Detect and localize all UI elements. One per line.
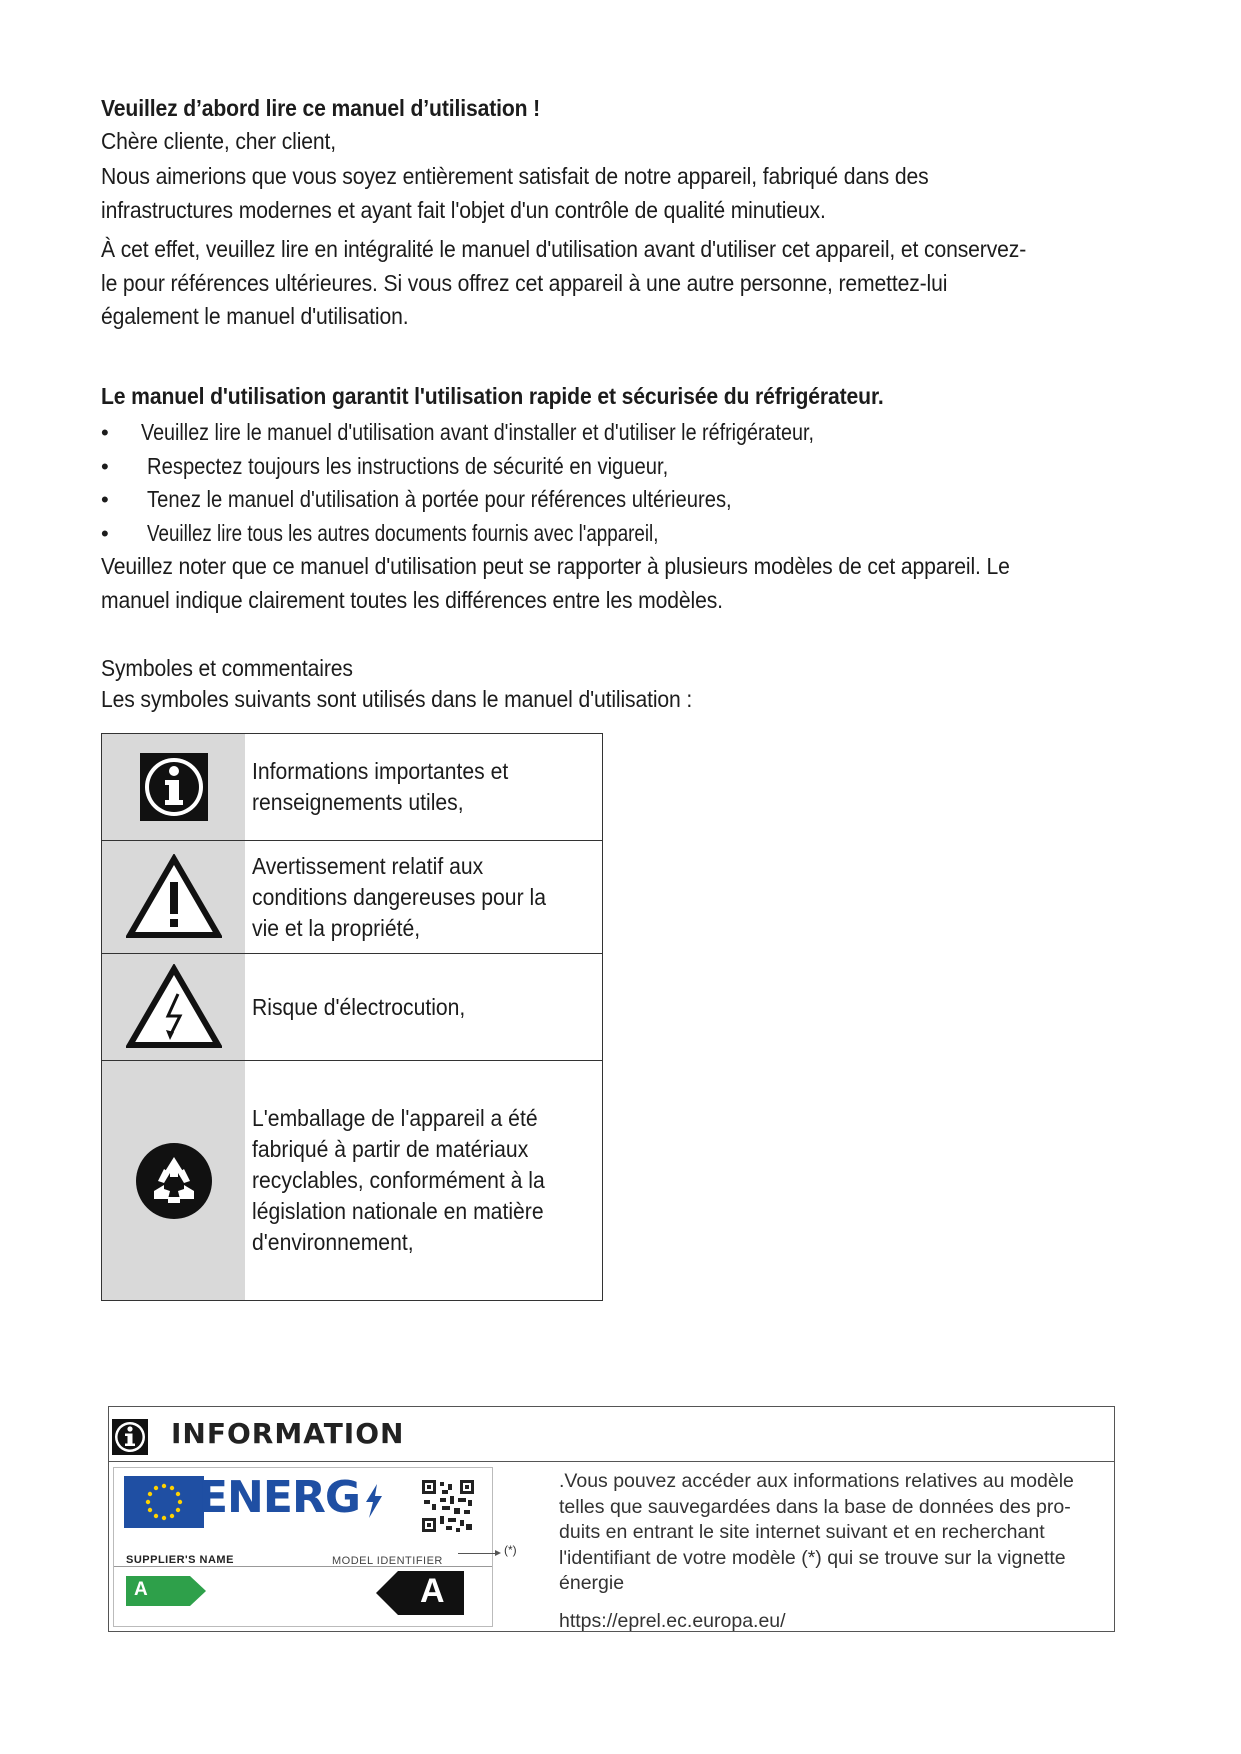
symbols-table [101, 733, 603, 1301]
lightning-icon [364, 1484, 384, 1518]
energy-class-right: A [420, 1572, 445, 1610]
supplier-name: SUPPLIER'S NAME [126, 1554, 234, 1566]
table-row [102, 734, 602, 840]
info-icon [102, 734, 245, 840]
intro-heading: Veuillez d’abord lire ce manuel d’utilisation ! [101, 95, 541, 121]
eprel-description: .Vous pouvez accéder aux informations relatives au modèle telles que sauvegardées dans la base de données des pro-duits en entrant le site internet suivant et en recherchant l'identifiant de votre modèle (*) qui se trouve sur la vignette énergie [559, 1470, 1074, 1594]
list-item: • Veuillez lire tous les autres documents fournis avec l'appareil, [101, 519, 659, 546]
energy-class-left: A [134, 1579, 148, 1600]
greeting: Chère cliente, cher client, [101, 128, 336, 154]
recycle-icon [102, 1061, 245, 1300]
symbol-description: Informations importantes et renseignements utiles, [252, 758, 509, 815]
safety-heading: Le manuel d'utilisation garantit l'utilisation rapide et sécurisée du réfrigérateur. [101, 383, 884, 409]
table-row [102, 953, 602, 1060]
energy-brand: ENERG [198, 1472, 360, 1523]
list-item: • Tenez le manuel d'utilisation à portée pour références ultérieures, [101, 486, 732, 512]
information-header [109, 1407, 1114, 1462]
intro-paragraph-2: À cet effet, veuillez lire en intégralité le manuel d'utilisation avant d'utiliser cet appareil, et conservez-le pour références ultérieures. Si vous offrez cet appareil à une autre personne, remettez-lui également le manuel d'utilisation. [101, 236, 1027, 329]
symbols-title: Symboles et commentaires [101, 655, 353, 681]
table-row [102, 840, 602, 953]
qr-code-icon [422, 1480, 474, 1532]
list-item: • Respectez toujours les instructions de sécurité en vigueur, [101, 452, 669, 479]
symbol-description: Avertissement relatif aux conditions dangereuses pour la vie et la propriété, [252, 852, 546, 941]
info-icon [112, 1419, 148, 1455]
eu-flag-icon [124, 1476, 204, 1528]
model-marker: (*) [504, 1543, 517, 1557]
table-row [102, 1060, 602, 1300]
symbol-description: L'emballage de l'appareil a été fabriqué à partir de matériaux recyclables, conformément à la législation nationale en matière d'environnement, [252, 1105, 545, 1255]
symbol-description: Risque d'électrocution, [252, 993, 466, 1020]
model-identifier: MODEL IDENTIFIER [332, 1555, 443, 1567]
warning-icon [102, 841, 245, 953]
energy-label [113, 1467, 493, 1627]
models-note: Veuillez noter que ce manuel d'utilisation peut se rapporter à plusieurs modèles de cet appareil. Le manuel indique clairement toutes les différences entre les modèles. [101, 553, 1010, 613]
list-item: • Veuillez lire le manuel d'utilisation avant d'installer et d'utiliser le réfrigérateur, [101, 419, 814, 445]
safety-bullet-list [101, 416, 1101, 550]
eprel-link[interactable]: https://eprel.ec.europa.eu/ [559, 1609, 786, 1632]
information-title: INFORMATION [171, 1417, 405, 1450]
electric-shock-icon [102, 954, 245, 1060]
symbols-subtitle: Les symboles suivants sont utilisés dans le manuel d'utilisation : [101, 686, 693, 712]
intro-paragraph-1: Nous aimerions que vous soyez entièrement satisfait de notre appareil, fabriqué dans des infrastructures modernes et ayant fait l'objet d'un contrôle de qualité minutieux. [101, 163, 929, 223]
eprel-info [559, 1469, 1104, 1634]
information-box [108, 1406, 1115, 1632]
